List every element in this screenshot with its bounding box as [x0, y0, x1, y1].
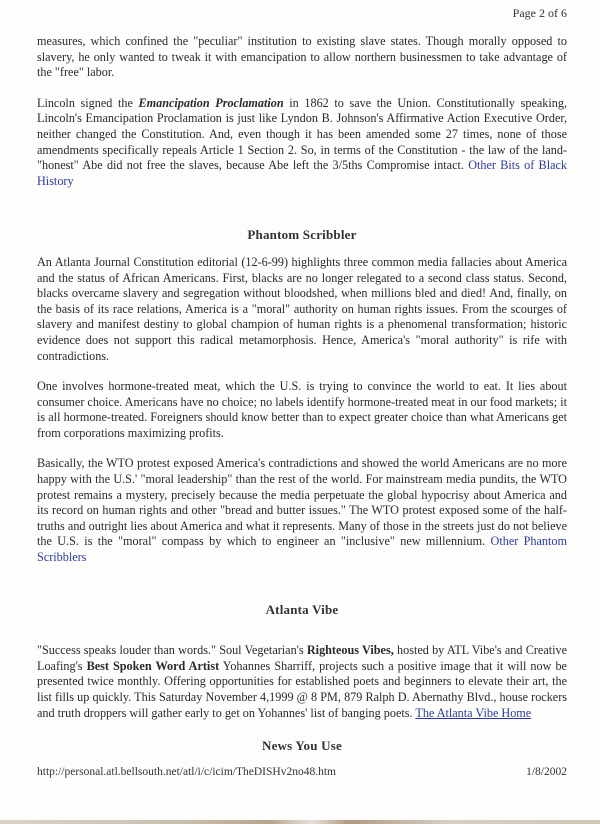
- text: "Success speaks louder than words." Soul Vegetarian's: [37, 643, 307, 658]
- document-body: [37, 34, 567, 754]
- intro-paragraph-2: [37, 96, 567, 190]
- other-bits-of-black-history-link[interactable]: Other Bits of Black History: [37, 158, 567, 188]
- other-phantom-scribblers-link[interactable]: Other Phantom Scribblers: [37, 534, 567, 565]
- intro-paragraph-1: measures, which confined the "peculiar" institution to existing slave states. Though morally opposed to slavery, he only wanted to tweak it with emancipation to allow northern businessmen to take advantage of the "free" labor.: [37, 34, 567, 80]
- vibe-paragraph: [37, 643, 567, 721]
- righteous-vibes-bold: Righteous Vibes,: [306, 643, 394, 658]
- text: Yohannes Sharriff, projects such a positive image that it will now be presented twice monthly. Offering opportunities for established poets and beginners to elevate their art, the list fills up quickly. This Saturday November 4,1999 @ 8 PM, 879 Ralph D. Abernathy Blvd., house rockers and truth droppers will gather early to get on Yohannes' list of banging poets.: [37, 658, 567, 720]
- section-heading-news-you-use: News You Use: [262, 738, 342, 754]
- scan-edge-border: [0, 820, 600, 824]
- emancipation-proclamation-emphasis: Emancipation Proclamation: [138, 95, 284, 110]
- best-spoken-word-artist-bold: Best Spoken Word Artist: [86, 658, 220, 673]
- text: in 1862 to save the Union. Constitutionally speaking, Lincoln's Emancipation Proclamation is just like Lyndon B. Johnson's Affirmative Action Executive Order, neither changed the Constitution. And, even though it has been amended some 27 times, none of those amendments specifically repeals Article 1 Section 2. So, in terms of the Constitution - the law of the land- "honest" Abe did not free the slaves, because Abe left the 3/5ths Compromise intact.: [37, 95, 568, 173]
- section-heading-atlanta-vibe: Atlanta Vibe: [265, 601, 339, 617]
- section-heading-phantom-scribbler: Phantom Scribbler: [247, 227, 357, 243]
- footer-date: 1/8/2002: [526, 766, 567, 778]
- phantom-paragraph-2: One involves hormone-treated meat, which the U.S. is trying to convince the world to eat. It lies about consumer choice. Americans have no choice; no labels identify hormone-treated meat in our food markets; it is all hormone-treated. Foreigners should know better than to expect greater choice than what Americans get from corporations maximizing profits.: [37, 379, 567, 440]
- text: Basically, the WTO protest exposed America's contradictions and showed the world Americans are no more happy with the U.S.' "moral leadership" than the rest of the world. For mainstream media pundits, the WTO protest remains a mystery, precisely because the media perpetuate the global hypocrisy about America and its record on human rights and other "bread and butter issues." The WTO protest exposed some of the half-truths and outright lies about America and what it represents. Many of those in the streets just do not believe the U.S. is the "moral" compass by which to engineer an "inclusive" new millennium.: [37, 456, 567, 549]
- phantom-paragraph-1: An Atlanta Journal Constitution editorial (12-6-99) highlights three common media fallacies about America and the status of African Americans. First, blacks are no longer relegated to a second class status. Second, blacks overcame slavery and segregation without bloodshed, when millions bled and died! And, finally, on the basis of its race relations, America is a "moral" authority on human rights issues. From the scourges of slavery and manifest destiny to global champion of human rights is a phenomenal transformation; historic evidence does not support this radical metamorphosis. Hence, America's "moral authority" is rife with contradictions.: [37, 254, 567, 363]
- footer-url: http://personal.atl.bellsouth.net/atl/i/c/icim/TheDISHv2no48.htm: [37, 766, 336, 778]
- text: Lincoln signed the: [37, 95, 139, 110]
- atlanta-vibe-home-link[interactable]: The Atlanta Vibe Home: [415, 705, 532, 720]
- page-indicator: Page 2 of 6: [512, 6, 567, 20]
- phantom-paragraph-3: [37, 456, 567, 565]
- text: hosted by ATL Vibe's and Creative Loafing's: [37, 643, 567, 673]
